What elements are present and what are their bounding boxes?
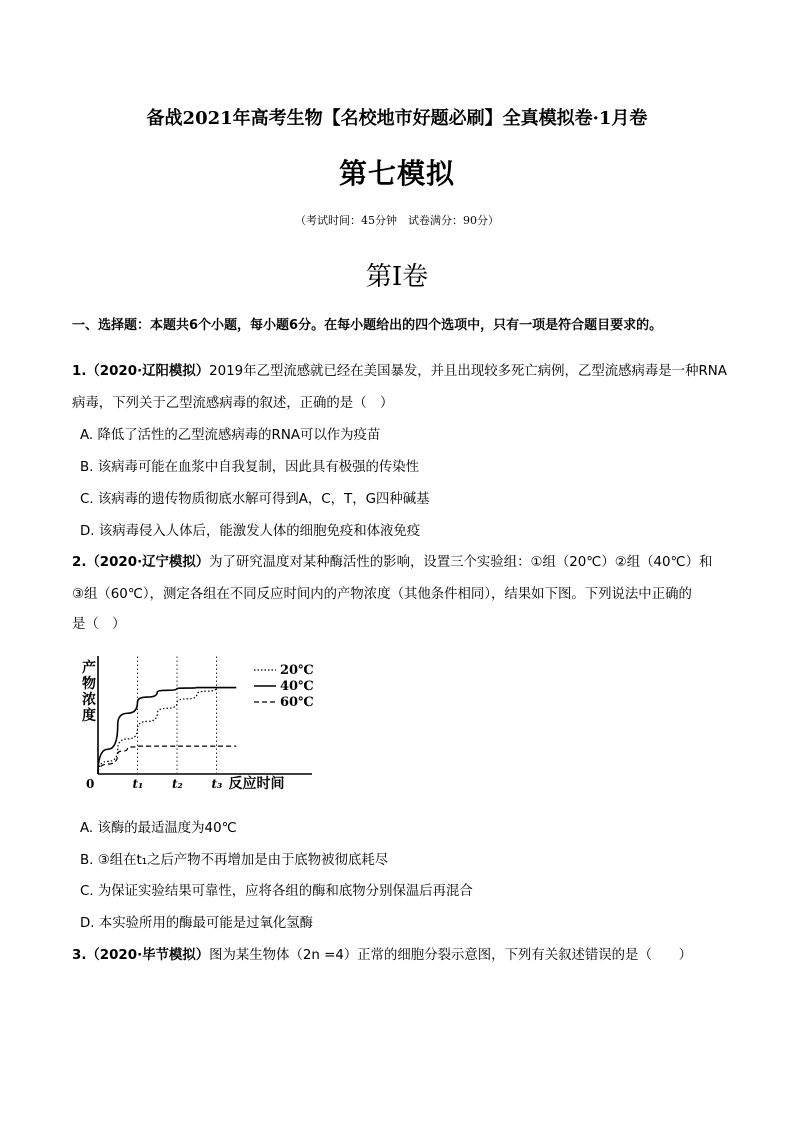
legend-label-60℃: 60℃ <box>280 695 314 710</box>
tick-label-t3: t₃ <box>211 777 223 791</box>
page-title: 第七模拟 <box>338 157 455 190</box>
chart-ticks <box>133 775 285 792</box>
enzyme-temperature-chart <box>74 652 319 798</box>
question-3-line-1 <box>72 944 692 963</box>
question-1-text: 2019年乙型流感就已经在美国暴发，并且出现较多死亡病例，乙型流感病毒是一种RNA <box>209 364 727 379</box>
tick-label-t2: t₂ <box>172 777 183 791</box>
chart-series <box>98 688 236 774</box>
exam-info: （考试时间：45分钟 试卷满分：90分） <box>295 214 499 227</box>
series-60℃ <box>98 746 236 774</box>
question-2-text: 为了研究温度对某种酶活性的影响，设置三个实验组：①组（20℃）②组（40℃）和 <box>209 555 713 570</box>
question-1-option-c: C. 该病毒的遗传物质彻底水解可得到A，C，T，G四种碱基 <box>80 492 430 507</box>
question-3-text: 图为某生物体（2n =4）正常的细胞分裂示意图，下列有关叙述错误的是（ ） <box>209 948 692 963</box>
question-2-line-3: 是（ ） <box>72 617 126 632</box>
series-40℃ <box>98 688 236 774</box>
question-2-option-a: A. 该酶的最适温度为40℃ <box>80 821 237 836</box>
legend-label-20℃: 20℃ <box>280 663 314 678</box>
question-1-line-1 <box>72 360 727 379</box>
origin-label: 0 <box>86 777 95 791</box>
question-3-prefix: 3.（2020·毕节模拟） <box>72 948 210 963</box>
question-1-option-d: D. 该病毒侵入人体后，能激发人体的细胞免疫和体液免疫 <box>80 524 421 539</box>
question-2-prefix: 2.（2020·辽宁模拟） <box>72 555 210 570</box>
section-heading: 一、选择题：本题共6个小题，每小题6分。在每小题给出的四个选项中，只有一项是符合题目要求的。 <box>72 318 663 333</box>
document-header: 备战2021年高考生物【名校地市好题必刷】全真模拟卷·1月卷 <box>146 108 648 129</box>
question-2-option-b: B. ③组在t₁之后产物不再增加是由于底物被彻底耗尽 <box>80 853 389 868</box>
series-20℃ <box>98 688 236 774</box>
question-2-option-c: C. 为保证实验结果可靠性，应将各组的酶和底物分别保温后再混合 <box>80 884 473 899</box>
chart-axes <box>86 656 312 791</box>
question-2-line-1 <box>72 551 712 570</box>
question-1-option-a: A. 降低了活性的乙型流感病毒的RNA可以作为疫苗 <box>80 428 381 443</box>
chart-grid <box>138 656 217 774</box>
volume-heading: 第Ⅰ卷 <box>365 262 429 292</box>
tick-label-t1: t₁ <box>132 777 144 791</box>
chart-legend <box>254 663 314 710</box>
question-1-prefix: 1.（2020·辽阳模拟） <box>72 364 210 379</box>
question-2-line-2: ③组（60℃），测定各组在不同反应时间内的产物浓度（其他条件相同），结果如下图。下列说法中正确的 <box>72 587 692 602</box>
question-1-option-b: B. 该病毒可能在血浆中自我复制，因此具有极强的传染性 <box>80 460 420 475</box>
question-2-option-d: D. 本实验所用的酶最可能是过氧化氢酶 <box>80 916 314 931</box>
chart-ylabel: 产 物 浓 度 <box>82 660 96 724</box>
legend-label-40℃: 40℃ <box>280 679 314 694</box>
question-1-line-2: 病毒，下列关于乙型流感病毒的叙述，正确的是（ ） <box>72 396 394 411</box>
chart-xlabel: 反应时间 <box>228 776 285 792</box>
